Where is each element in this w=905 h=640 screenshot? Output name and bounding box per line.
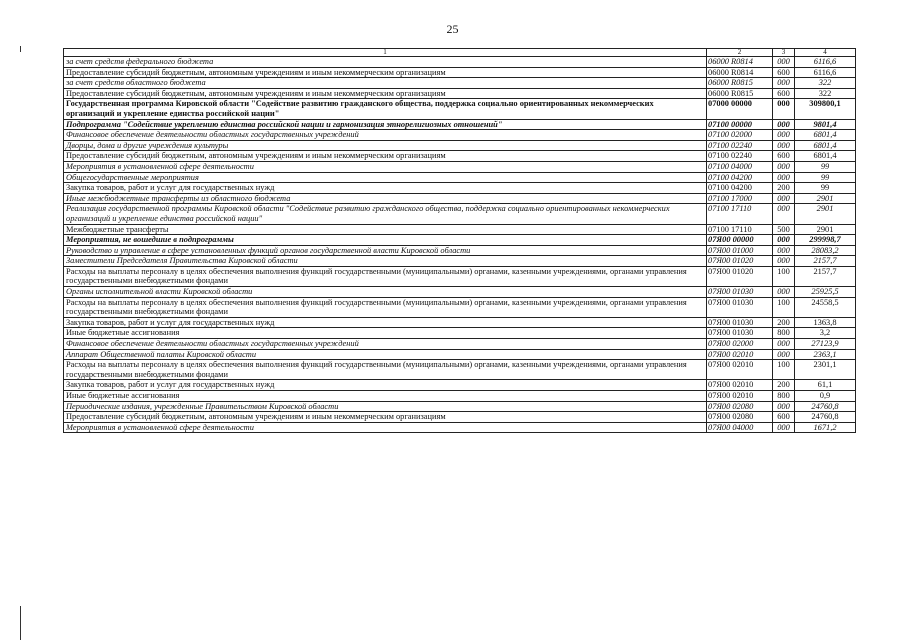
row-vr-cell: 600: [773, 412, 795, 423]
table-row: [64, 245, 856, 256]
row-sum-cell: 2301,1: [795, 360, 856, 380]
table-row: [64, 401, 856, 412]
table-row: [64, 256, 856, 267]
row-sum-cell: 9801,4: [795, 119, 856, 130]
table-row: [64, 67, 856, 78]
row-sum-cell: 27123,9: [795, 339, 856, 350]
row-code-cell: 07100 17110: [707, 204, 773, 224]
row-name-cell: Закупка товаров, работ и услуг для государственных нужд: [64, 183, 707, 194]
row-sum-cell: 1671,2: [795, 422, 856, 433]
table-row: [64, 349, 856, 360]
row-name-cell: Финансовое обеспечение деятельности областных государственных учреждений: [64, 130, 707, 141]
row-vr-cell: 000: [773, 99, 795, 119]
row-name-cell: Мероприятия, не вошедшие в подпрограммы: [64, 235, 707, 246]
row-vr-cell: 000: [773, 422, 795, 433]
row-sum-cell: 99: [795, 183, 856, 194]
row-sum-cell: 2901: [795, 224, 856, 235]
row-name-cell: Дворцы, дома и другие учреждения культуры: [64, 140, 707, 151]
row-sum-cell: 99: [795, 161, 856, 172]
row-name-cell: Иные межбюджетные трансферты из областного бюджета: [64, 193, 707, 204]
row-name-cell: за счет средств федерального бюджета: [64, 57, 707, 68]
row-code-cell: 07100 04200: [707, 183, 773, 194]
table-row: [64, 339, 856, 350]
row-code-cell: 07Я00 04000: [707, 422, 773, 433]
row-vr-cell: 000: [773, 57, 795, 68]
table-row: [64, 360, 856, 380]
table-row: [64, 235, 856, 246]
row-code-cell: 07Я00 02000: [707, 339, 773, 350]
row-sum-cell: 99: [795, 172, 856, 183]
table-row: [64, 88, 856, 99]
row-sum-cell: 322: [795, 78, 856, 89]
row-vr-cell: 000: [773, 119, 795, 130]
budget-table-body: [64, 49, 856, 433]
row-code-cell: 07Я00 01030: [707, 287, 773, 298]
row-sum-cell: 2363,1: [795, 349, 856, 360]
row-code-cell: 07Я00 02010: [707, 349, 773, 360]
row-name-cell: Руководство и управление в сфере установленных функций органов государственной власти Кировской области: [64, 245, 707, 256]
row-sum-cell: 61,1: [795, 380, 856, 391]
row-code-cell: 07Я00 01020: [707, 256, 773, 267]
row-vr-cell: 000: [773, 130, 795, 141]
row-name-cell: Закупка товаров, работ и услуг для государственных нужд: [64, 317, 707, 328]
row-sum-cell: 6116,6: [795, 57, 856, 68]
row-name-cell: Периодические издания, учрежденные Правительством Кировской области: [64, 401, 707, 412]
row-name-cell: Иные бюджетные ассигнования: [64, 328, 707, 339]
table-row: [64, 328, 856, 339]
row-name-cell: Аппарат Общественной палаты Кировской области: [64, 349, 707, 360]
row-code-cell: 06000 R0815: [707, 78, 773, 89]
table-row: [64, 78, 856, 89]
row-sum-cell: 28083,2: [795, 245, 856, 256]
row-sum-cell: 24558,5: [795, 297, 856, 317]
row-code-cell: 06000 R0814: [707, 67, 773, 78]
table-row: [64, 99, 856, 119]
table-row: [64, 130, 856, 141]
row-code-cell: 07Я00 00000: [707, 235, 773, 246]
row-vr-cell: 000: [773, 140, 795, 151]
table-row: [64, 297, 856, 317]
row-vr-cell: 600: [773, 151, 795, 162]
table-row: [64, 193, 856, 204]
row-code-cell: 06000 R0815: [707, 88, 773, 99]
row-name-cell: Предоставление субсидий бюджетным, автономным учреждениям и иным некоммерческим организациям: [64, 412, 707, 423]
table-row: [64, 172, 856, 183]
row-name-cell: за счет средств областного бюджета: [64, 78, 707, 89]
row-sum-cell: 6801,4: [795, 140, 856, 151]
row-name-cell: Мероприятия в установленной сфере деятельности: [64, 422, 707, 433]
row-vr-cell: 000: [773, 172, 795, 183]
table-row: [64, 183, 856, 194]
row-name-cell: Реализация государственной программы Кировской области "Содействие развитию гражданского общества, поддержка социально ориентированных некоммерческих организаций и укрепление единства российской нации": [64, 204, 707, 224]
header-cell-code: 2: [707, 49, 773, 57]
row-code-cell: 07Я00 02010: [707, 391, 773, 402]
row-sum-cell: 1363,8: [795, 317, 856, 328]
row-code-cell: 07100 02240: [707, 151, 773, 162]
header-cell-name: 1: [64, 49, 707, 57]
row-vr-cell: 000: [773, 245, 795, 256]
row-sum-cell: 6801,4: [795, 151, 856, 162]
table-row: [64, 287, 856, 298]
row-vr-cell: 000: [773, 235, 795, 246]
row-code-cell: 07Я00 01030: [707, 297, 773, 317]
row-code-cell: 07Я00 01020: [707, 266, 773, 286]
row-vr-cell: 000: [773, 339, 795, 350]
row-code-cell: 07Я00 01030: [707, 328, 773, 339]
budget-table-container: [63, 48, 855, 433]
row-sum-cell: 2157,7: [795, 266, 856, 286]
row-sum-cell: 0,9: [795, 391, 856, 402]
row-vr-cell: 000: [773, 78, 795, 89]
row-sum-cell: 6801,4: [795, 130, 856, 141]
row-sum-cell: 2157,7: [795, 256, 856, 267]
row-vr-cell: 000: [773, 204, 795, 224]
row-code-cell: 07Я00 02080: [707, 401, 773, 412]
row-sum-cell: 3,2: [795, 328, 856, 339]
row-code-cell: 07100 17110: [707, 224, 773, 235]
row-sum-cell: 309800,1: [795, 99, 856, 119]
row-vr-cell: 000: [773, 287, 795, 298]
row-vr-cell: 100: [773, 360, 795, 380]
row-vr-cell: 000: [773, 193, 795, 204]
row-vr-cell: 000: [773, 349, 795, 360]
table-row: [64, 266, 856, 286]
budget-table: [63, 48, 856, 433]
table-row: [64, 412, 856, 423]
row-sum-cell: 24760,8: [795, 412, 856, 423]
page-number: 25: [446, 22, 459, 36]
row-code-cell: 07Я00 02010: [707, 360, 773, 380]
row-vr-cell: 100: [773, 266, 795, 286]
table-row: [64, 151, 856, 162]
row-sum-cell: 299998,7: [795, 235, 856, 246]
table-row: [64, 380, 856, 391]
table-row: [64, 119, 856, 130]
row-sum-cell: 2901: [795, 204, 856, 224]
row-vr-cell: 500: [773, 224, 795, 235]
table-row: [64, 317, 856, 328]
row-name-cell: Иные бюджетные ассигнования: [64, 391, 707, 402]
row-vr-cell: 000: [773, 256, 795, 267]
row-vr-cell: 200: [773, 380, 795, 391]
row-vr-cell: 800: [773, 391, 795, 402]
row-name-cell: Финансовое обеспечение деятельности областных государственных учреждений: [64, 339, 707, 350]
row-vr-cell: 600: [773, 88, 795, 99]
row-code-cell: 07Я00 02080: [707, 412, 773, 423]
row-name-cell: Межбюджетные трансферты: [64, 224, 707, 235]
row-vr-cell: 100: [773, 297, 795, 317]
row-name-cell: Мероприятия в установленной сфере деятельности: [64, 161, 707, 172]
row-name-cell: Предоставление субсидий бюджетным, автономным учреждениям и иным некоммерческим организациям: [64, 151, 707, 162]
row-name-cell: Закупка товаров, работ и услуг для государственных нужд: [64, 380, 707, 391]
table-row: [64, 204, 856, 224]
table-row: [64, 140, 856, 151]
row-name-cell: Заместители Председателя Правительства Кировской области: [64, 256, 707, 267]
table-row: [64, 224, 856, 235]
row-code-cell: 07000 00000: [707, 99, 773, 119]
header-row: [64, 49, 856, 57]
row-vr-cell: 200: [773, 317, 795, 328]
row-code-cell: 07100 02240: [707, 140, 773, 151]
row-sum-cell: 25925,5: [795, 287, 856, 298]
row-name-cell: Подпрограмма "Содействие укреплению единства российской нации и гармонизация этнорелигиозных отношений": [64, 119, 707, 130]
row-code-cell: 07100 17000: [707, 193, 773, 204]
row-vr-cell: 200: [773, 183, 795, 194]
row-name-cell: Государственная программа Кировской области "Содействие развитию гражданского общества, поддержка социально ориентированных некоммерческих организаций и укрепление единства российской нации": [64, 99, 707, 119]
row-name-cell: Расходы на выплаты персоналу в целях обеспечения выполнения функций государственными (муниципальными) органами, казенными учреждениями, органами управления государственными внебюджетными фондами: [64, 360, 707, 380]
row-vr-cell: 800: [773, 328, 795, 339]
table-row: [64, 422, 856, 433]
row-name-cell: Предоставление субсидий бюджетным, автономным учреждениям и иным некоммерческим организациям: [64, 88, 707, 99]
table-row: [64, 391, 856, 402]
row-vr-cell: 600: [773, 67, 795, 78]
row-code-cell: 07100 04000: [707, 161, 773, 172]
row-code-cell: 07Я00 02010: [707, 380, 773, 391]
header-cell-sum: 4: [795, 49, 856, 57]
row-name-cell: Предоставление субсидий бюджетным, автономным учреждениям и иным некоммерческим организациям: [64, 67, 707, 78]
row-name-cell: Общегосударственные мероприятия: [64, 172, 707, 183]
row-code-cell: 07Я00 01000: [707, 245, 773, 256]
row-code-cell: 07100 00000: [707, 119, 773, 130]
row-name-cell: Расходы на выплаты персоналу в целях обеспечения выполнения функций государственными (муниципальными) органами, казенными учреждениями, органами управления государственными внебюджетными фондами: [64, 297, 707, 317]
row-name-cell: Органы исполнительной власти Кировской области: [64, 287, 707, 298]
table-row: [64, 161, 856, 172]
scan-edge-marks: [20, 46, 22, 640]
row-code-cell: 07100 02000: [707, 130, 773, 141]
table-row: [64, 57, 856, 68]
row-sum-cell: 6116,6: [795, 67, 856, 78]
row-name-cell: Расходы на выплаты персоналу в целях обеспечения выполнения функций государственными (муниципальными) органами, казенными учреждениями, органами управления государственными внебюджетными фондами: [64, 266, 707, 286]
header-cell-vr: 3: [773, 49, 795, 57]
row-sum-cell: 2901: [795, 193, 856, 204]
row-vr-cell: 000: [773, 161, 795, 172]
row-code-cell: 07Я00 01030: [707, 317, 773, 328]
row-vr-cell: 000: [773, 401, 795, 412]
row-code-cell: 07100 04200: [707, 172, 773, 183]
row-sum-cell: 24760,8: [795, 401, 856, 412]
row-code-cell: 06000 R0814: [707, 57, 773, 68]
row-sum-cell: 322: [795, 88, 856, 99]
